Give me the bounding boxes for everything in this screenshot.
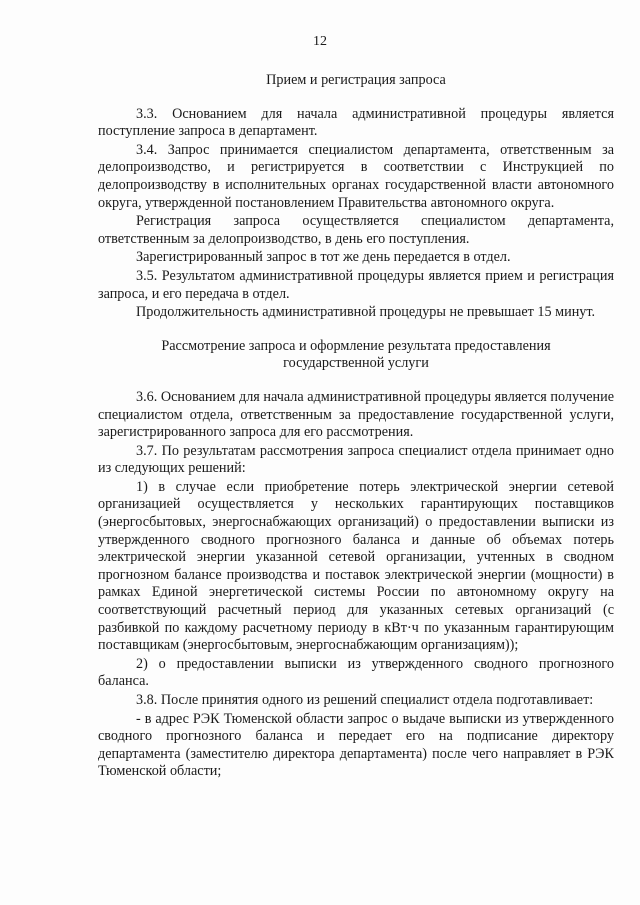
paragraph-request-rek: - в адрес РЭК Тюменской области запрос о выдаче выписки из утвержденного сводного прогнозного баланса и передает его на подписание директору департамента (заместителю директора департамента) после чего направляет в РЭК Тюменской области; <box>98 710 614 780</box>
paragraph-3-6: 3.6. Основанием для начала административной процедуры является получение специалистом отдела, ответственным за предоставление государственной услуги, зарегистрированного запроса для его рассмотрения. <box>98 388 614 441</box>
paragraph-3-8: 3.8. После принятия одного из решений специалист отдела подготавливает: <box>136 692 594 708</box>
document-body <box>98 72 614 781</box>
paragraph-3-3: 3.3. Основанием для начала административной процедуры является поступление запроса в департамент. <box>98 105 614 140</box>
section-heading-registration: Прием и регистрация запроса <box>266 72 446 88</box>
section-heading-review-line1: Рассмотрение запроса и оформление результата предоставления <box>161 337 551 354</box>
paragraph-transfer: Зарегистрированный запрос в тот же день передается в отдел. <box>136 249 511 266</box>
section-heading-review <box>98 338 614 373</box>
paragraph-registration: Регистрация запроса осуществляется специалистом департамента, ответственным за делопроизводство, в день его поступления. <box>98 213 614 247</box>
paragraph-3-7: 3.7. По результатам рассмотрения запроса специалист отдела принимает одно из следующих решений: <box>98 442 614 477</box>
paragraph-3-5: 3.5. Результатом административной процедуры является прием и регистрация запроса, и его передача в отдел. <box>98 267 614 302</box>
page-number: 12 <box>313 34 327 49</box>
paragraph-decision-1: 1) в случае если приобретение потерь электрической энергии сетевой организацией осуществляется у нескольких гарантирующих поставщиков (энергосбытовых, энергоснабжающих организаций) о предоставлении выписки из утвержденного сводного прогнозного баланса и данные об объемах потерь электрической энергии указанной сетевой организации, учтенных в сводном прогнозном балансе производства и поставок электрической энергии (мощности) в рамках Единой энергетической системы России по автономному округу на соответствующий расчетный период для указанных сетевых организаций (с разбивкой по каждому расчетному периоду в кВт·ч по указанным гарантирующим поставщикам (энергосбытовым, энергоснабжающим организациям)); <box>98 478 614 654</box>
section-heading-review-line2: государственной услуги <box>283 355 429 372</box>
paragraph-3-4: 3.4. Запрос принимается специалистом департамента, ответственным за делопроизводство, и регистрируется в соответствии с Инструкцией по делопроизводству в исполнительных органах государственной власти автономного округа, утвержденной постановлением Правительства автономного округа. <box>98 141 614 211</box>
paragraph-decision-2: 2) о предоставлении выписки из утвержденного сводного прогнозного баланса. <box>98 655 614 690</box>
paragraph-duration: Продолжительность административной процедуры не превышает 15 минут. <box>136 304 596 321</box>
